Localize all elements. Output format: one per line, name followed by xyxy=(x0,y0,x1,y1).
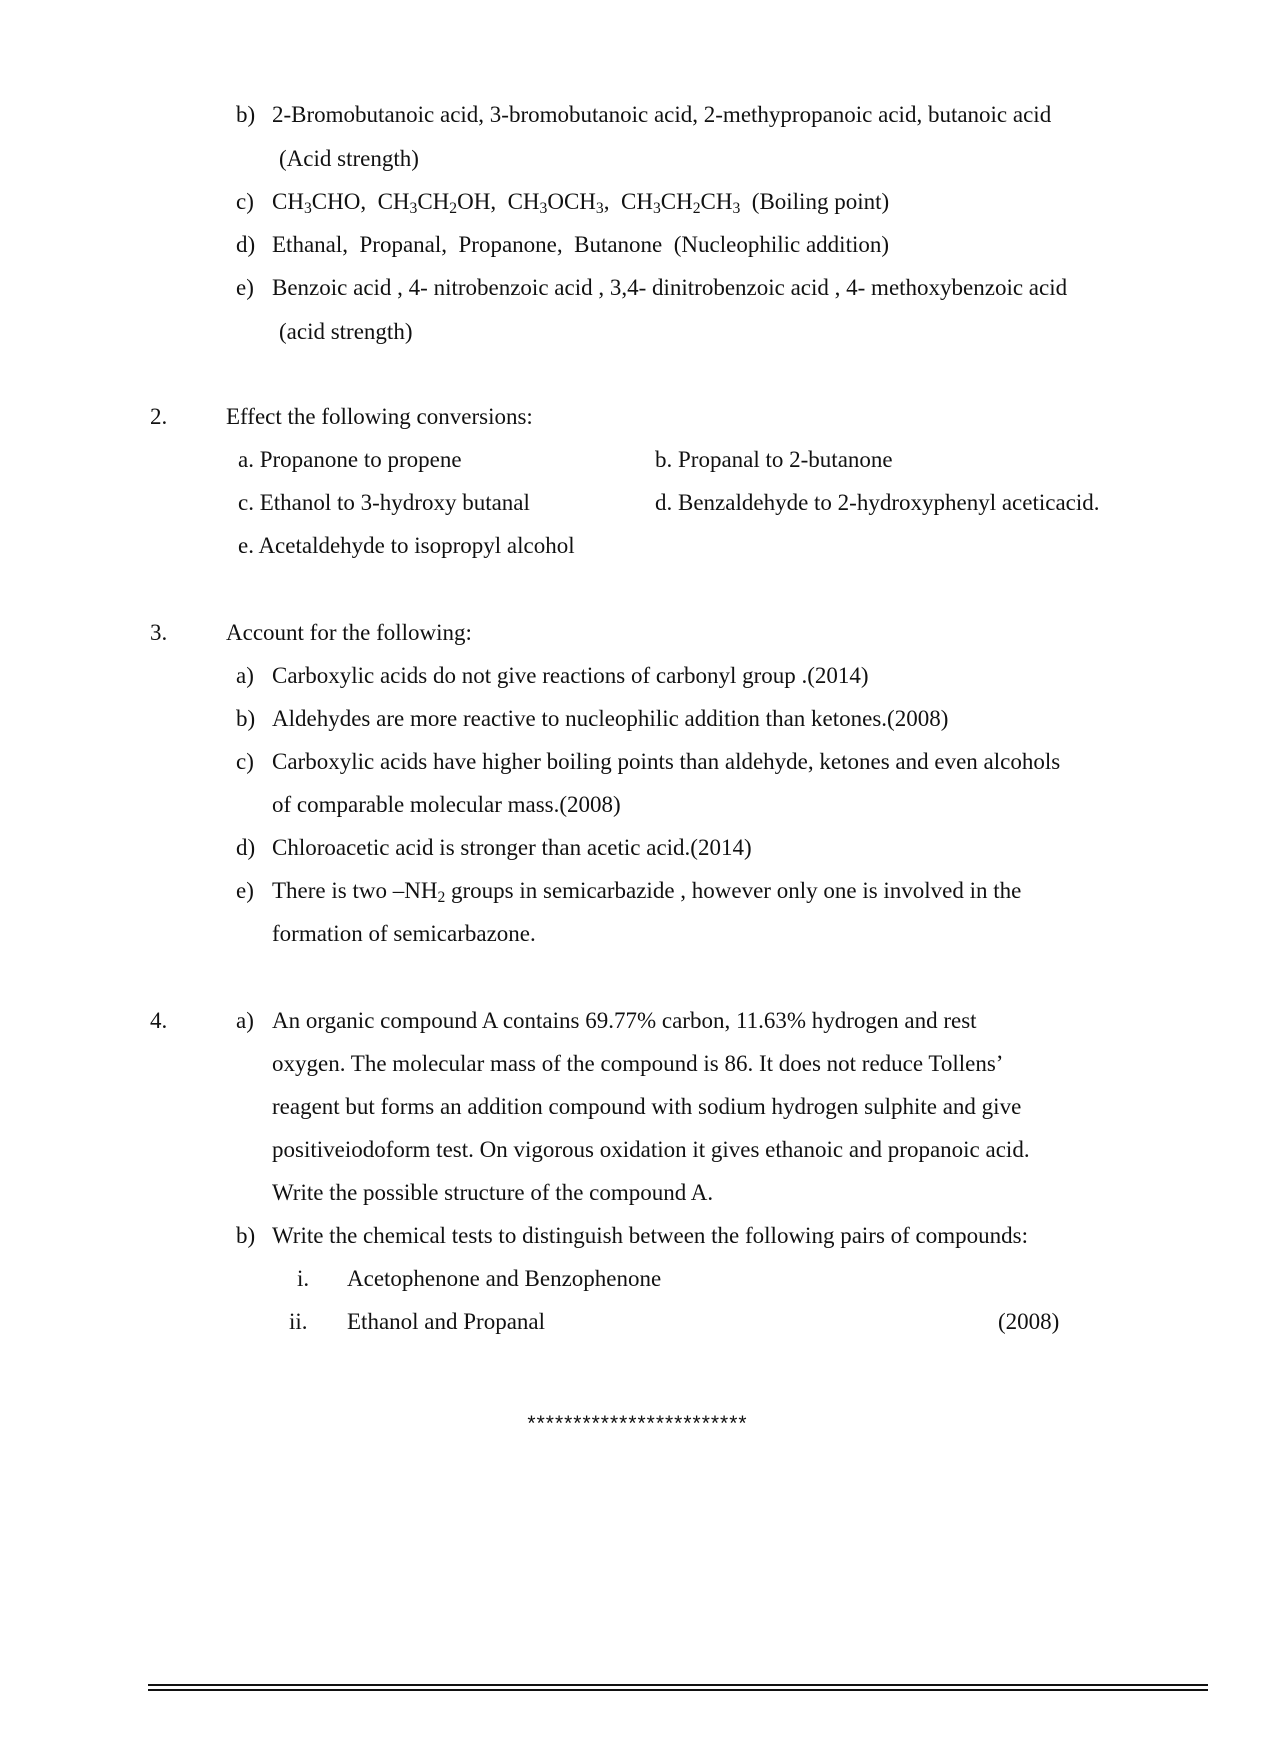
q3-d-marker: d) xyxy=(236,835,256,860)
q4-b-sub-i-marker: i. xyxy=(297,1266,310,1291)
q4-a-line2: oxygen. The molecular mass of the compound is 86. It does not reduce Tollens’ xyxy=(272,1051,1004,1076)
q4-b-text: Write the chemical tests to distinguish between the following pairs of compounds: xyxy=(272,1223,1029,1248)
q3-d-text: Chloroacetic acid is stronger than acetic acid.(2014) xyxy=(272,835,752,860)
q1-c-marker: c) xyxy=(236,189,254,214)
q3-b-marker: b) xyxy=(236,706,256,731)
q2-item-d: d. Benzaldehyde to 2-hydroxyphenyl aceticacid. xyxy=(655,490,1100,515)
formula-ch3ch2oh: $CH_3CH_2OH$, xyxy=(377,189,497,217)
q3-e-line1: There is two $-NH_2$ groups in semicarbazide , however only one is involved in the xyxy=(272,878,1022,906)
q4-b-sub-i-text: Acetophenone and Benzophenone xyxy=(347,1266,662,1291)
q4-a-line3: reagent but forms an addition compound with sodium hydrogen sulphite and give xyxy=(272,1094,1022,1119)
q2-number: 2. xyxy=(150,404,168,429)
q2-item-b: b. Propanal to 2-butanone xyxy=(655,447,893,472)
q2-item-e: e. Acetaldehyde to isopropyl alcohol xyxy=(238,533,575,558)
q3-e-line2: formation of semicarbazone. xyxy=(272,921,536,946)
q3-c-marker: c) xyxy=(236,749,254,774)
formula-ch3cho: $CH_3CHO$, xyxy=(272,189,367,217)
q4-a-line4: positiveiodoform test. On vigorous oxidation it gives ethanoic and propanoic acid. xyxy=(272,1137,1030,1162)
q3-a-text: Carboxylic acids do not give reactions of carbonyl group .(2014) xyxy=(272,663,869,688)
q4-b-sub-ii-text: Ethanol and Propanal xyxy=(347,1309,546,1334)
q2-heading: Effect the following conversions: xyxy=(226,404,533,429)
q1-e-marker: e) xyxy=(236,275,254,300)
q4-a-line1: An organic compound A contains 69.77% carbon, 11.63% hydrogen and rest xyxy=(272,1008,977,1033)
q1-e-line1: Benzoic acid , 4- nitrobenzoic acid , 3,4- dinitrobenzoic acid , 4- methoxybenzoic acid xyxy=(272,275,1068,300)
q3-c-line2: of comparable molecular mass.(2008) xyxy=(272,792,621,817)
q1-c-suffix: (Boiling point) xyxy=(751,189,890,214)
q3-e-marker: e) xyxy=(236,878,254,903)
q4-number: 4. xyxy=(150,1008,168,1033)
footer-rule-top xyxy=(148,1684,1208,1686)
q4-b-sub-ii-marker: ii. xyxy=(289,1309,308,1334)
formula-ch3ch2ch3: $CH_3CH_2CH_3$ xyxy=(620,189,741,217)
q4-a-marker: a) xyxy=(236,1008,254,1033)
q1-d-text: Ethanal, Propanal, Propanone, Butanone (Nucleophilic addition) xyxy=(272,232,890,257)
q1-c-formula-line xyxy=(272,189,890,217)
section-end-stars: ************************ xyxy=(527,1412,748,1435)
q2-item-a: a. Propanone to propene xyxy=(238,447,462,472)
q3-number: 3. xyxy=(150,620,168,645)
q3-b-text: Aldehydes are more reactive to nucleophilic addition than ketones.(2008) xyxy=(272,706,949,731)
q2-item-c: c. Ethanol to 3-hydroxy butanal xyxy=(238,490,530,515)
footer-rule-bottom xyxy=(148,1689,1208,1691)
q1-e-line2: (acid strength) xyxy=(279,319,413,344)
q4-b-marker: b) xyxy=(236,1223,256,1248)
q4-a-line5: Write the possible structure of the compound A. xyxy=(272,1180,714,1205)
q1-d-marker: d) xyxy=(236,232,256,257)
q3-heading: Account for the following: xyxy=(226,620,472,645)
q4-b-sub-ii-year: (2008) xyxy=(998,1309,1060,1334)
q1-b-line1: 2-Bromobutanoic acid, 3-bromobutanoic acid, 2-methypropanoic acid, butanoic acid xyxy=(272,102,1052,127)
q3-a-marker: a) xyxy=(236,663,254,688)
formula-ch3och3: $CH_3OCH_3$, xyxy=(507,189,610,217)
q3-c-line1: Carboxylic acids have higher boiling points than aldehyde, ketones and even alcohols xyxy=(272,749,1061,774)
q1-b-line2: (Acid strength) xyxy=(279,146,419,171)
q1-b-marker: b) xyxy=(236,102,256,127)
